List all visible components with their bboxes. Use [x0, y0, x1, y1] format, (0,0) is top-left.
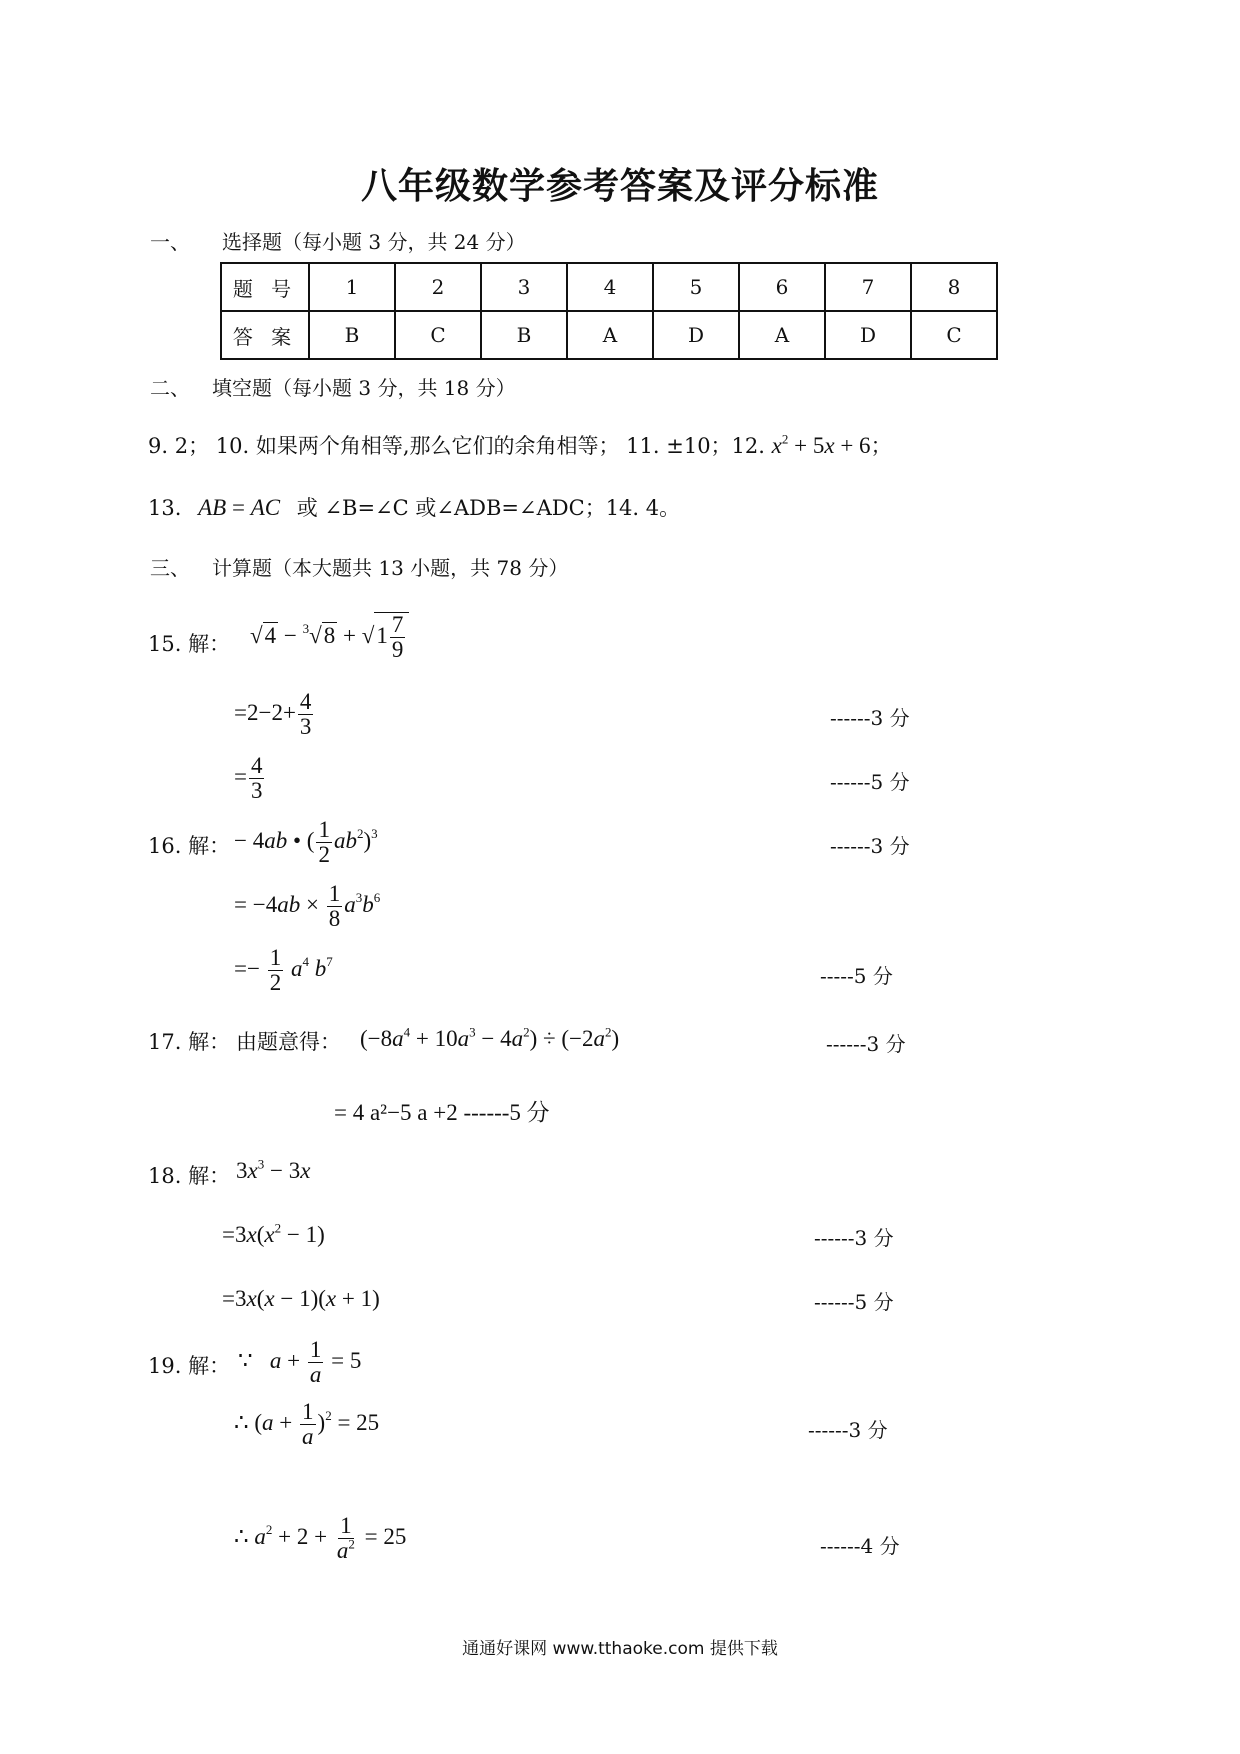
footer-credit: 通通好课网 www.tthaoke.com 提供下载	[462, 1639, 778, 1659]
table-cell: C	[911, 311, 997, 359]
q18-score-1: ------3 分	[814, 1226, 894, 1250]
table-row-numbers	[221, 263, 997, 311]
fill-answers-line-1: 9. 2； 10. 如果两个角相等,那么它们的余角相等； 11. ±10；12. $x^2 + 5x + 6$；	[148, 431, 892, 458]
q19-label: 19. 解：	[148, 1354, 231, 1378]
table-cell: D	[825, 311, 911, 359]
table-cell: 4	[567, 263, 653, 311]
q15-step-2: = $\frac{4}{3}$	[234, 753, 263, 804]
table-cell: C	[395, 311, 481, 359]
q15-score-1: ------3 分	[830, 706, 910, 730]
q19-score-1: ------3 分	[808, 1418, 888, 1442]
q18-label: 18. 解：	[148, 1164, 231, 1188]
page-title: 八年级数学参考答案及评分标准	[360, 166, 879, 207]
table-cell: 2	[395, 263, 481, 311]
section-1-title: 选择题（每小题 3 分，共 24 分）	[222, 230, 526, 254]
q17-score-1: ------3 分	[826, 1032, 906, 1056]
q18-step-2: =3x(x − 1)(x + 1)	[222, 1286, 380, 1311]
q15-expression: √4 − $^3$√8 + √1 $\frac{7}{9}$	[250, 612, 409, 662]
table-cell: 6	[739, 263, 825, 311]
section-3-title: 计算题（本大题共 13 小题，共 78 分）	[212, 556, 569, 580]
table-cell: 3	[481, 263, 567, 311]
q16-step-2: =− $\frac{1}{2}$ $a^4$ $b^7$	[234, 945, 333, 996]
section-2-number: 二、	[150, 376, 190, 400]
fill-answer-12-expression: $x^2 + 5x + 6$	[771, 431, 871, 458]
fill-answers-text-2: 或 ∠B=∠C 或∠ADB=∠ADC；14. 4。	[296, 496, 681, 520]
q19-given: ∵ a + $\frac{1}{a}$ = 5	[238, 1337, 362, 1388]
q19-score-2: ------4 分	[820, 1534, 900, 1558]
q18-expression: $3x^3 - 3x$	[236, 1156, 311, 1183]
table-cell: 1	[309, 263, 395, 311]
fill-answer-13-expression: AB = AC	[198, 495, 281, 520]
fill-answers-line-2	[148, 492, 680, 522]
table-cell: 8	[911, 263, 997, 311]
answer-table	[220, 262, 998, 360]
q19-step-2: ∴ $a^2 + 2$ + $\frac{1}{a^2}$ = 25	[234, 1513, 407, 1564]
q15-step-1-text: =2−2+	[234, 699, 296, 725]
fill-answers-text: 9. 2； 10. 如果两个角相等,那么它们的余角相等； 11. ±10；12.	[148, 434, 765, 458]
q16-step-1: = −4ab × $\frac{1}{8}$ $a^3b^6$	[234, 881, 381, 932]
q17-intro: 由题意得：	[236, 1030, 341, 1054]
q19-step-1: ∴ (a + $\frac{1}{a}$ )$^2$ = 25	[234, 1399, 380, 1450]
q17-result: = 4 a²−5 a +2 ------5 分	[334, 1100, 550, 1125]
q15-step-2-text: =	[234, 763, 247, 789]
table-row-answers	[221, 311, 997, 359]
table-cell: A	[567, 311, 653, 359]
table-header-label: 题 号	[221, 263, 309, 311]
q16-label: 16. 解：	[148, 834, 231, 858]
q17-label: 17. 解：	[148, 1030, 231, 1054]
q15-label: 15. 解：	[148, 632, 231, 656]
q16-score-1: ------3 分	[830, 834, 910, 858]
q18-score-2: ------5 分	[814, 1290, 894, 1314]
table-cell: 7	[825, 263, 911, 311]
q17-expression: $(-8a^4 + 10a^3 - 4a^2) \div (-2a^2)$	[360, 1024, 620, 1051]
q16-score-2: -----5 分	[820, 964, 893, 988]
q15-score-2: ------5 分	[830, 770, 910, 794]
table-cell: A	[739, 311, 825, 359]
table-cell: B	[481, 311, 567, 359]
q18-step-1: $=3x(x^2 - 1)$	[222, 1220, 325, 1247]
table-cell: D	[653, 311, 739, 359]
table-cell: 5	[653, 263, 739, 311]
table-answer-label: 答 案	[221, 311, 309, 359]
fill-answer-13-number: 13.	[148, 496, 182, 520]
table-cell: B	[309, 311, 395, 359]
q16-expression: − 4ab • ( $\frac{1}{2}$ $ab^2)^3$	[234, 817, 378, 868]
q15-step-1: =2−2+ $\frac{4}{3}$	[234, 689, 312, 740]
section-3-number: 三、	[150, 556, 190, 580]
section-1-number: 一、	[150, 230, 190, 254]
section-2-title: 填空题（每小题 3 分，共 18 分）	[212, 376, 516, 400]
